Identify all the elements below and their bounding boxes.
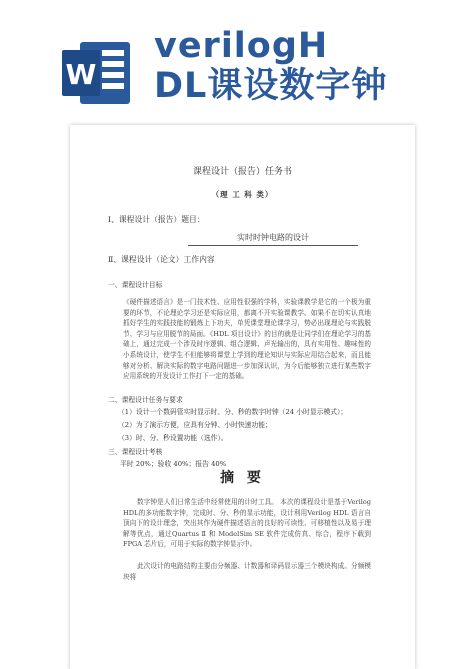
abstract-title: 摘 要 bbox=[220, 470, 265, 486]
word-logo-letter: W bbox=[65, 58, 97, 91]
task-item-1: （1）设计一个数码管实时显示时、分、秒的数字时钟（24 小时显示模式）； bbox=[118, 408, 348, 416]
assessment-text: 平时 20%；验收 40%；报告 40% bbox=[120, 460, 227, 468]
banner bbox=[0, 0, 474, 125]
document-page bbox=[70, 125, 415, 669]
topic-underline bbox=[188, 245, 358, 246]
section1-label: Ⅰ、课程设计（报告）题目： bbox=[108, 215, 205, 224]
banner-title-line1: verilogH bbox=[154, 26, 329, 66]
tasks-heading: 二、课程设计任务与要求 bbox=[108, 396, 183, 404]
goal-heading: 一、课程设计目标 bbox=[108, 281, 163, 289]
task-item-2: （2）为了演示方便，应具有分钟、小时快速功能； bbox=[118, 421, 272, 429]
goal-paragraph: 《硬件描述语言》是一门技术性、应用性很强的学科，实验课教学是它的一个极为重要的环节，不论理论学习还是实际应用，都离不开实验课教学。如果不在切实认真地抓好学生的实践技能的锻炼上下功夫，单凭课堂理论课学习，势必出现理论与实践脱节、学习与应用脱节的局面。《HDL 项目设计》的目的就是让同学们在理论学习的基础上，通过完成一个涉及时序逻辑、组合逻辑、声光输出的，具有实用性、趣味性的小系统设计，使学生不但能够将课堂上学到的理论知识与实际应用结合起来，而且能够对分析、解决实际的数字电路问题进一步加深认识，为今后能够独立进行某些数字应用系统的开发设计工作打下一定的基础。 bbox=[123, 298, 371, 381]
assessment-heading: 三、课程设计考核 bbox=[108, 448, 163, 456]
banner-title-line2: DL课设数字钟 bbox=[154, 66, 388, 106]
document-branch: （理 工 科 类） bbox=[211, 190, 274, 199]
section2-label: Ⅱ、课程设计（论文）工作内容 bbox=[108, 255, 215, 264]
abstract-last-paragraph: 此次设计的电路结构主要由分频器、计数器和译码显示器三个模块构成。分频模块将 bbox=[123, 562, 371, 581]
word-logo-icon bbox=[62, 40, 132, 106]
task-item-3: （3）时、分、秒设置功能（选作）。 bbox=[118, 434, 228, 442]
topic-title: 实时时钟电路的设计 bbox=[237, 233, 309, 242]
abstract-paragraph: 数字钟是人们日常生活中经常使用的计时工具。 本次的课程设计是基于Verilog HDL的多功能数字钟，完成时、分、秒的显示功能，设计利用Verilog HDL 语言自顶向下的设计理念，突出其作为硬件描述语言的良好的可读性、可移植性以及易于理解等优点，通过Quartus Ⅱ 和 ModelSim SE 软件完成仿真、综合，程序下载到 FPGA 芯片后，可用于实际的数字钟显示中。 bbox=[123, 498, 371, 549]
document-title: 课程设计（报告）任务书 bbox=[192, 167, 292, 177]
banner-title bbox=[154, 26, 387, 106]
